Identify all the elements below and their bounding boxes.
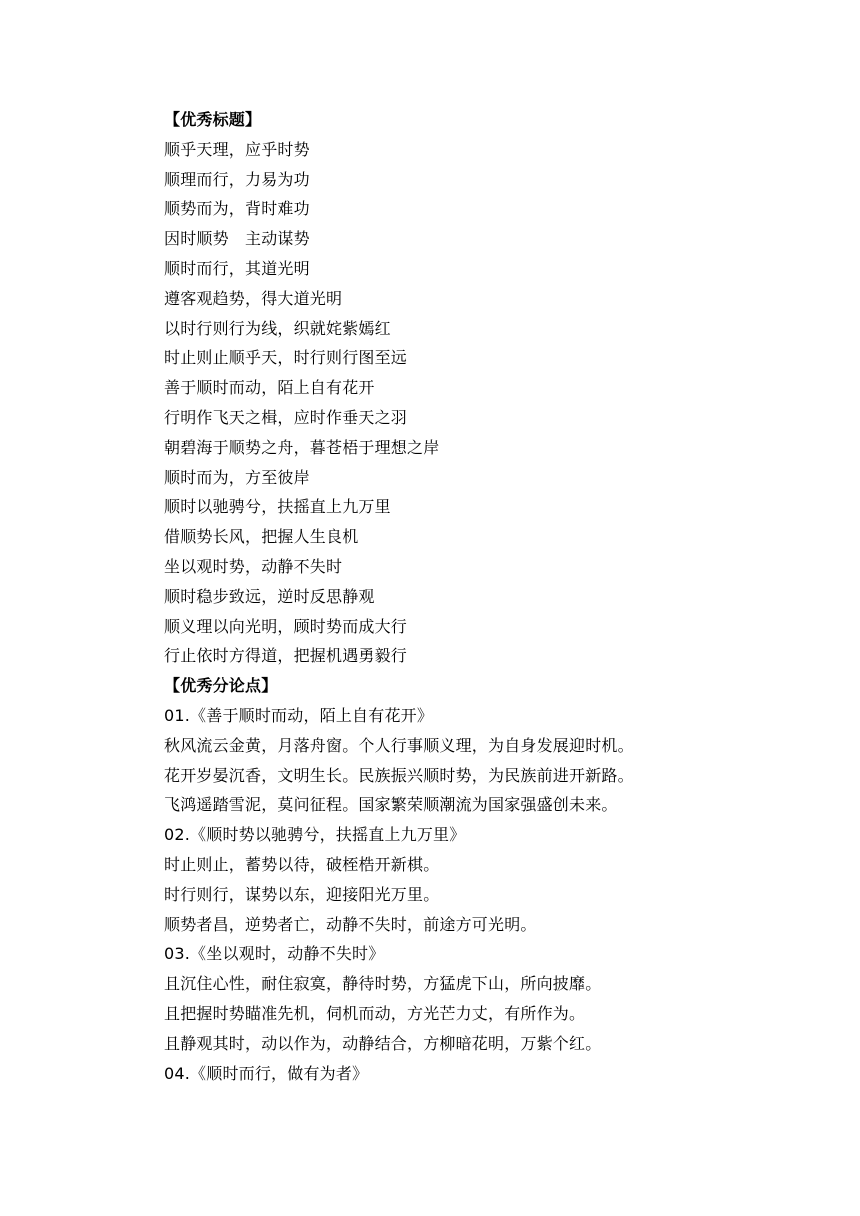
point-sentence: 时止则止，蓄势以待，破桎梏开新棋。 [164,854,440,874]
title-item: 善于顺时而动，陌上自有花开 [164,378,375,398]
title-item: 顺时稳步致远，逆时反思静观 [164,586,375,606]
title-item: 顺义理以向光明，顾时势而成大行 [164,616,408,636]
title-item: 顺时以驰骋兮，扶摇直上九万里 [164,497,391,517]
title-item: 顺理而行，力易为功 [164,169,310,189]
point-sentence: 时行则行，谋势以东，迎接阳光万里。 [164,884,440,904]
section-heading-titles: 【优秀标题】 [164,110,262,129]
title-item: 行明作飞天之楫，应时作垂天之羽 [164,407,408,427]
title-item: 坐以观时势，动静不失时 [164,556,343,576]
title-item: 朝碧海于顺势之舟，暮苍梧于理想之岸 [164,437,440,457]
title-item: 行止依时方得道，把握机遇勇毅行 [164,646,408,666]
point-subtitle: 02.《顺时势以驰骋兮，扶摇直上九万里》 [164,825,466,845]
point-sentence: 且把握时势瞄准先机，伺机而动，方光芒力丈，有所作为。 [164,1003,586,1023]
point-subtitle: 01.《善于顺时而动，陌上自有花开》 [164,705,434,725]
point-sentence: 秋风流云金黄，月落舟窗。个人行事顺义理，为自身发展迎时机。 [164,735,634,755]
title-item: 顺时而为，方至彼岸 [164,467,310,487]
section-heading-points: 【优秀分论点】 [164,676,278,696]
title-item: 以时行则行为线，织就姹紫嫣红 [164,318,391,338]
title-item: 遵客观趋势，得大道光明 [164,288,343,308]
point-sentence: 顺势者昌，逆势者亡，动静不失时，前途方可光明。 [164,914,537,934]
point-sentence: 且沉住心性，耐住寂寞，静待时势，方猛虎下山，所向披靡。 [164,974,602,994]
point-sentence: 花开岁晏沉香，文明生长。民族振兴顺时势，为民族前进开新路。 [164,765,634,785]
document-body [164,105,804,1088]
title-item: 顺时而行，其道光明 [164,258,310,278]
title-item: 顺乎天理，应乎时势 [164,139,310,159]
title-item: 时止则止顺乎天，时行则行图至远 [164,348,408,368]
point-sentence: 飞鸿遥踏雪泥，莫问征程。国家繁荣顺潮流为国家强盛创未来。 [164,795,618,815]
title-item: 顺势而为，背时难功 [164,199,310,219]
title-item: 因时顺势 主动谋势 [164,229,310,249]
point-sentence: 且静观其时，动以作为，动静结合，方柳暗花明，万紫个红。 [164,1033,602,1053]
point-subtitle: 03.《坐以观时，动静不失时》 [164,944,385,964]
title-item: 借顺势长风，把握人生良机 [164,527,359,547]
point-subtitle: 04.《顺时而行，做有为者》 [164,1063,369,1083]
